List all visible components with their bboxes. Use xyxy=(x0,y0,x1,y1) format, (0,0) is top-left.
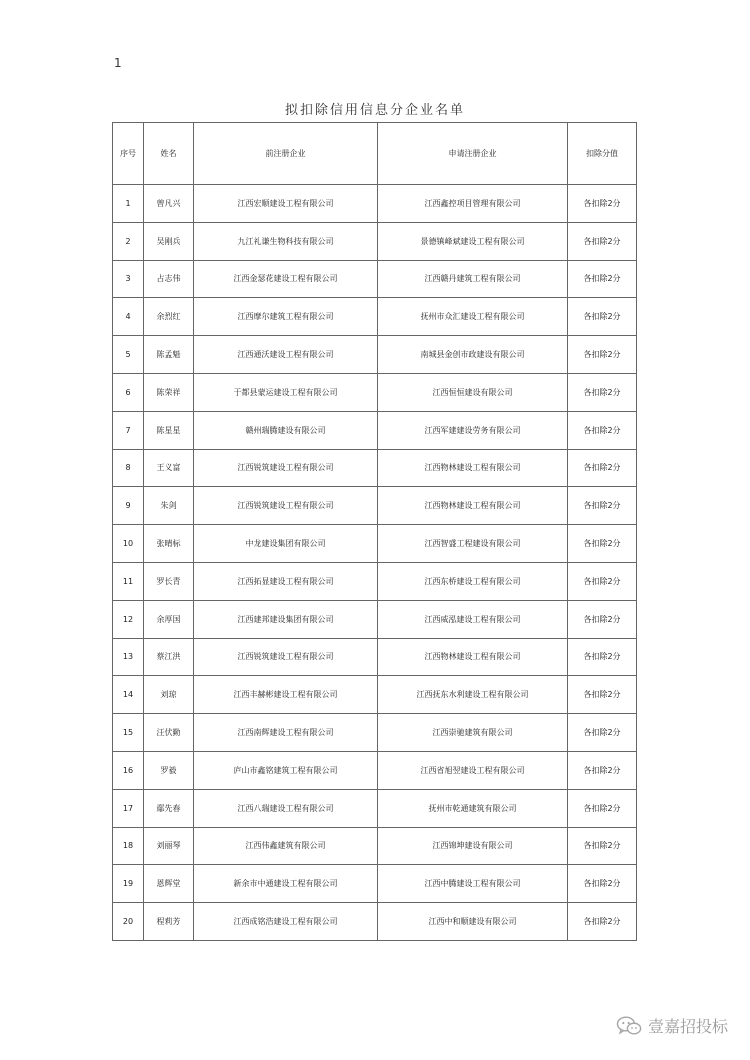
row-previous-enterprise: 江西宏顺建设工程有限公司 xyxy=(194,185,378,223)
table-row xyxy=(113,185,637,223)
row-previous-enterprise: 江西锐筑建设工程有限公司 xyxy=(194,449,378,487)
document-title: 拟扣除信用信息分企业名单 xyxy=(284,103,465,118)
header-name: 姓名 xyxy=(144,123,194,185)
row-serial-number: 1 xyxy=(113,185,144,223)
row-person-name: 王义富 xyxy=(144,449,194,487)
table-row xyxy=(113,222,637,260)
row-previous-enterprise: 庐山市鑫铭建筑工程有限公司 xyxy=(194,751,378,789)
row-previous-enterprise: 江西金瑟花建设工程有限公司 xyxy=(194,260,378,298)
row-applied-enterprise: 江西锦坤建设有限公司 xyxy=(378,827,568,865)
row-serial-number: 17 xyxy=(113,789,144,827)
row-serial-number: 5 xyxy=(113,336,144,374)
table-row xyxy=(113,751,637,789)
row-serial-number: 7 xyxy=(113,411,144,449)
row-deduction: 各扣除2分 xyxy=(568,751,637,789)
row-person-name: 朱剑 xyxy=(144,487,194,525)
row-serial-number: 3 xyxy=(113,260,144,298)
row-serial-number: 11 xyxy=(113,562,144,600)
table-row xyxy=(113,525,637,563)
row-applied-enterprise: 江西赣丹建筑工程有限公司 xyxy=(378,260,568,298)
row-applied-enterprise: 江西省旭翌建设工程有限公司 xyxy=(378,751,568,789)
row-serial-number: 18 xyxy=(113,827,144,865)
row-deduction: 各扣除2分 xyxy=(568,600,637,638)
table-row xyxy=(113,449,637,487)
row-previous-enterprise: 赣州瑞腾建设有限公司 xyxy=(194,411,378,449)
row-person-name: 陈孟魁 xyxy=(144,336,194,374)
row-applied-enterprise: 江西物林建设工程有限公司 xyxy=(378,638,568,676)
table-row xyxy=(113,827,637,865)
watermark xyxy=(616,1014,728,1037)
row-deduction: 各扣除2分 xyxy=(568,865,637,903)
table-row xyxy=(113,562,637,600)
row-applied-enterprise: 抚州市乾通建筑有限公司 xyxy=(378,789,568,827)
row-previous-enterprise: 于都县蒙运建设工程有限公司 xyxy=(194,373,378,411)
row-applied-enterprise: 江西抚东水利建设工程有限公司 xyxy=(378,676,568,714)
row-deduction: 各扣除2分 xyxy=(568,298,637,336)
row-person-name: 余厚国 xyxy=(144,600,194,638)
row-deduction: 各扣除2分 xyxy=(568,411,637,449)
row-applied-enterprise: 江西鑫控项目管理有限公司 xyxy=(378,185,568,223)
row-previous-enterprise: 江西拓显建设工程有限公司 xyxy=(194,562,378,600)
table-row xyxy=(113,789,637,827)
table-row xyxy=(113,638,637,676)
row-serial-number: 20 xyxy=(113,903,144,941)
row-person-name: 罗长青 xyxy=(144,562,194,600)
row-applied-enterprise: 南城县金创市政建设有限公司 xyxy=(378,336,568,374)
row-deduction: 各扣除2分 xyxy=(568,373,637,411)
row-deduction: 各扣除2分 xyxy=(568,525,637,563)
row-serial-number: 2 xyxy=(113,222,144,260)
row-person-name: 程莉芳 xyxy=(144,903,194,941)
row-person-name: 陈星星 xyxy=(144,411,194,449)
row-deduction: 各扣除2分 xyxy=(568,336,637,374)
row-deduction: 各扣除2分 xyxy=(568,714,637,752)
table-header-row xyxy=(113,123,637,185)
row-applied-enterprise: 江西物林建设工程有限公司 xyxy=(378,487,568,525)
row-deduction: 各扣除2分 xyxy=(568,789,637,827)
table-row xyxy=(113,865,637,903)
header-applied-enterprise: 申请注册企业 xyxy=(378,123,568,185)
row-person-name: 吴刚兵 xyxy=(144,222,194,260)
row-serial-number: 8 xyxy=(113,449,144,487)
row-person-name: 占志伟 xyxy=(144,260,194,298)
row-deduction: 各扣除2分 xyxy=(568,185,637,223)
table-row xyxy=(113,487,637,525)
enterprise-table xyxy=(112,122,637,941)
row-person-name: 陈荣祥 xyxy=(144,373,194,411)
row-previous-enterprise: 江西通沃建设工程有限公司 xyxy=(194,336,378,374)
row-previous-enterprise: 江西建邦建设集团有限公司 xyxy=(194,600,378,638)
row-deduction: 各扣除2分 xyxy=(568,260,637,298)
header-deduction: 扣除分值 xyxy=(568,123,637,185)
row-person-name: 刘琼 xyxy=(144,676,194,714)
row-previous-enterprise: 九江礼谦生物科技有限公司 xyxy=(194,222,378,260)
row-serial-number: 16 xyxy=(113,751,144,789)
row-person-name: 余烈红 xyxy=(144,298,194,336)
row-deduction: 各扣除2分 xyxy=(568,827,637,865)
watermark-text: 壹嘉招投标 xyxy=(647,1017,728,1036)
row-person-name: 恩辉堂 xyxy=(144,865,194,903)
row-person-name: 鄢先春 xyxy=(144,789,194,827)
row-applied-enterprise: 江西恒恒建设有限公司 xyxy=(378,373,568,411)
row-applied-enterprise: 江西军建建设劳务有限公司 xyxy=(378,411,568,449)
row-applied-enterprise: 江西中和顺建设有限公司 xyxy=(378,903,568,941)
row-deduction: 各扣除2分 xyxy=(568,562,637,600)
row-previous-enterprise: 新余市中通建设工程有限公司 xyxy=(194,865,378,903)
table-row xyxy=(113,676,637,714)
row-serial-number: 13 xyxy=(113,638,144,676)
row-person-name: 汪伏勤 xyxy=(144,714,194,752)
row-deduction: 各扣除2分 xyxy=(568,222,637,260)
row-serial-number: 6 xyxy=(113,373,144,411)
table-row xyxy=(113,714,637,752)
row-applied-enterprise: 江西中腾建设工程有限公司 xyxy=(378,865,568,903)
row-serial-number: 19 xyxy=(113,865,144,903)
row-previous-enterprise: 江西丰赫彬建设工程有限公司 xyxy=(194,676,378,714)
table-row xyxy=(113,298,637,336)
row-person-name: 蔡江洪 xyxy=(144,638,194,676)
table-row xyxy=(113,600,637,638)
row-serial-number: 12 xyxy=(113,600,144,638)
row-applied-enterprise: 景德镇峰斌建设工程有限公司 xyxy=(378,222,568,260)
row-applied-enterprise: 江西物林建设工程有限公司 xyxy=(378,449,568,487)
row-applied-enterprise: 江西东桥建设工程有限公司 xyxy=(378,562,568,600)
table-row xyxy=(113,903,637,941)
table-row xyxy=(113,260,637,298)
header-previous-enterprise: 前注册企业 xyxy=(194,123,378,185)
table-body xyxy=(113,185,637,941)
row-deduction: 各扣除2分 xyxy=(568,638,637,676)
row-deduction: 各扣除2分 xyxy=(568,903,637,941)
row-previous-enterprise: 江西摩尔建筑工程有限公司 xyxy=(194,298,378,336)
row-deduction: 各扣除2分 xyxy=(568,487,637,525)
row-previous-enterprise: 江西成铭浩建设工程有限公司 xyxy=(194,903,378,941)
row-applied-enterprise: 抚州市众汇建设工程有限公司 xyxy=(378,298,568,336)
row-serial-number: 14 xyxy=(113,676,144,714)
table-row xyxy=(113,411,637,449)
page-number: 1 xyxy=(114,56,122,70)
table-row xyxy=(113,373,637,411)
row-person-name: 罗毅 xyxy=(144,751,194,789)
row-applied-enterprise: 江西崇驰建筑有限公司 xyxy=(378,714,568,752)
row-person-name: 刘丽琴 xyxy=(144,827,194,865)
row-serial-number: 10 xyxy=(113,525,144,563)
row-deduction: 各扣除2分 xyxy=(568,449,637,487)
header-serial-number: 序号 xyxy=(113,123,144,185)
row-previous-enterprise: 江西南辉建设工程有限公司 xyxy=(194,714,378,752)
row-serial-number: 4 xyxy=(113,298,144,336)
row-previous-enterprise: 江西八瑞建设工程有限公司 xyxy=(194,789,378,827)
row-applied-enterprise: 江西智盛工程建设有限公司 xyxy=(378,525,568,563)
table-row xyxy=(113,336,637,374)
row-serial-number: 15 xyxy=(113,714,144,752)
row-previous-enterprise: 中龙建设集团有限公司 xyxy=(194,525,378,563)
row-person-name: 张晴标 xyxy=(144,525,194,563)
row-deduction: 各扣除2分 xyxy=(568,676,637,714)
row-serial-number: 9 xyxy=(113,487,144,525)
row-previous-enterprise: 江西锐筑建设工程有限公司 xyxy=(194,487,378,525)
row-previous-enterprise: 江西锐筑建设工程有限公司 xyxy=(194,638,378,676)
row-previous-enterprise: 江西伟鑫建筑有限公司 xyxy=(194,827,378,865)
row-person-name: 曾凡兴 xyxy=(144,185,194,223)
wechat-icon xyxy=(616,1016,642,1036)
row-applied-enterprise: 江西威泓建设工程有限公司 xyxy=(378,600,568,638)
